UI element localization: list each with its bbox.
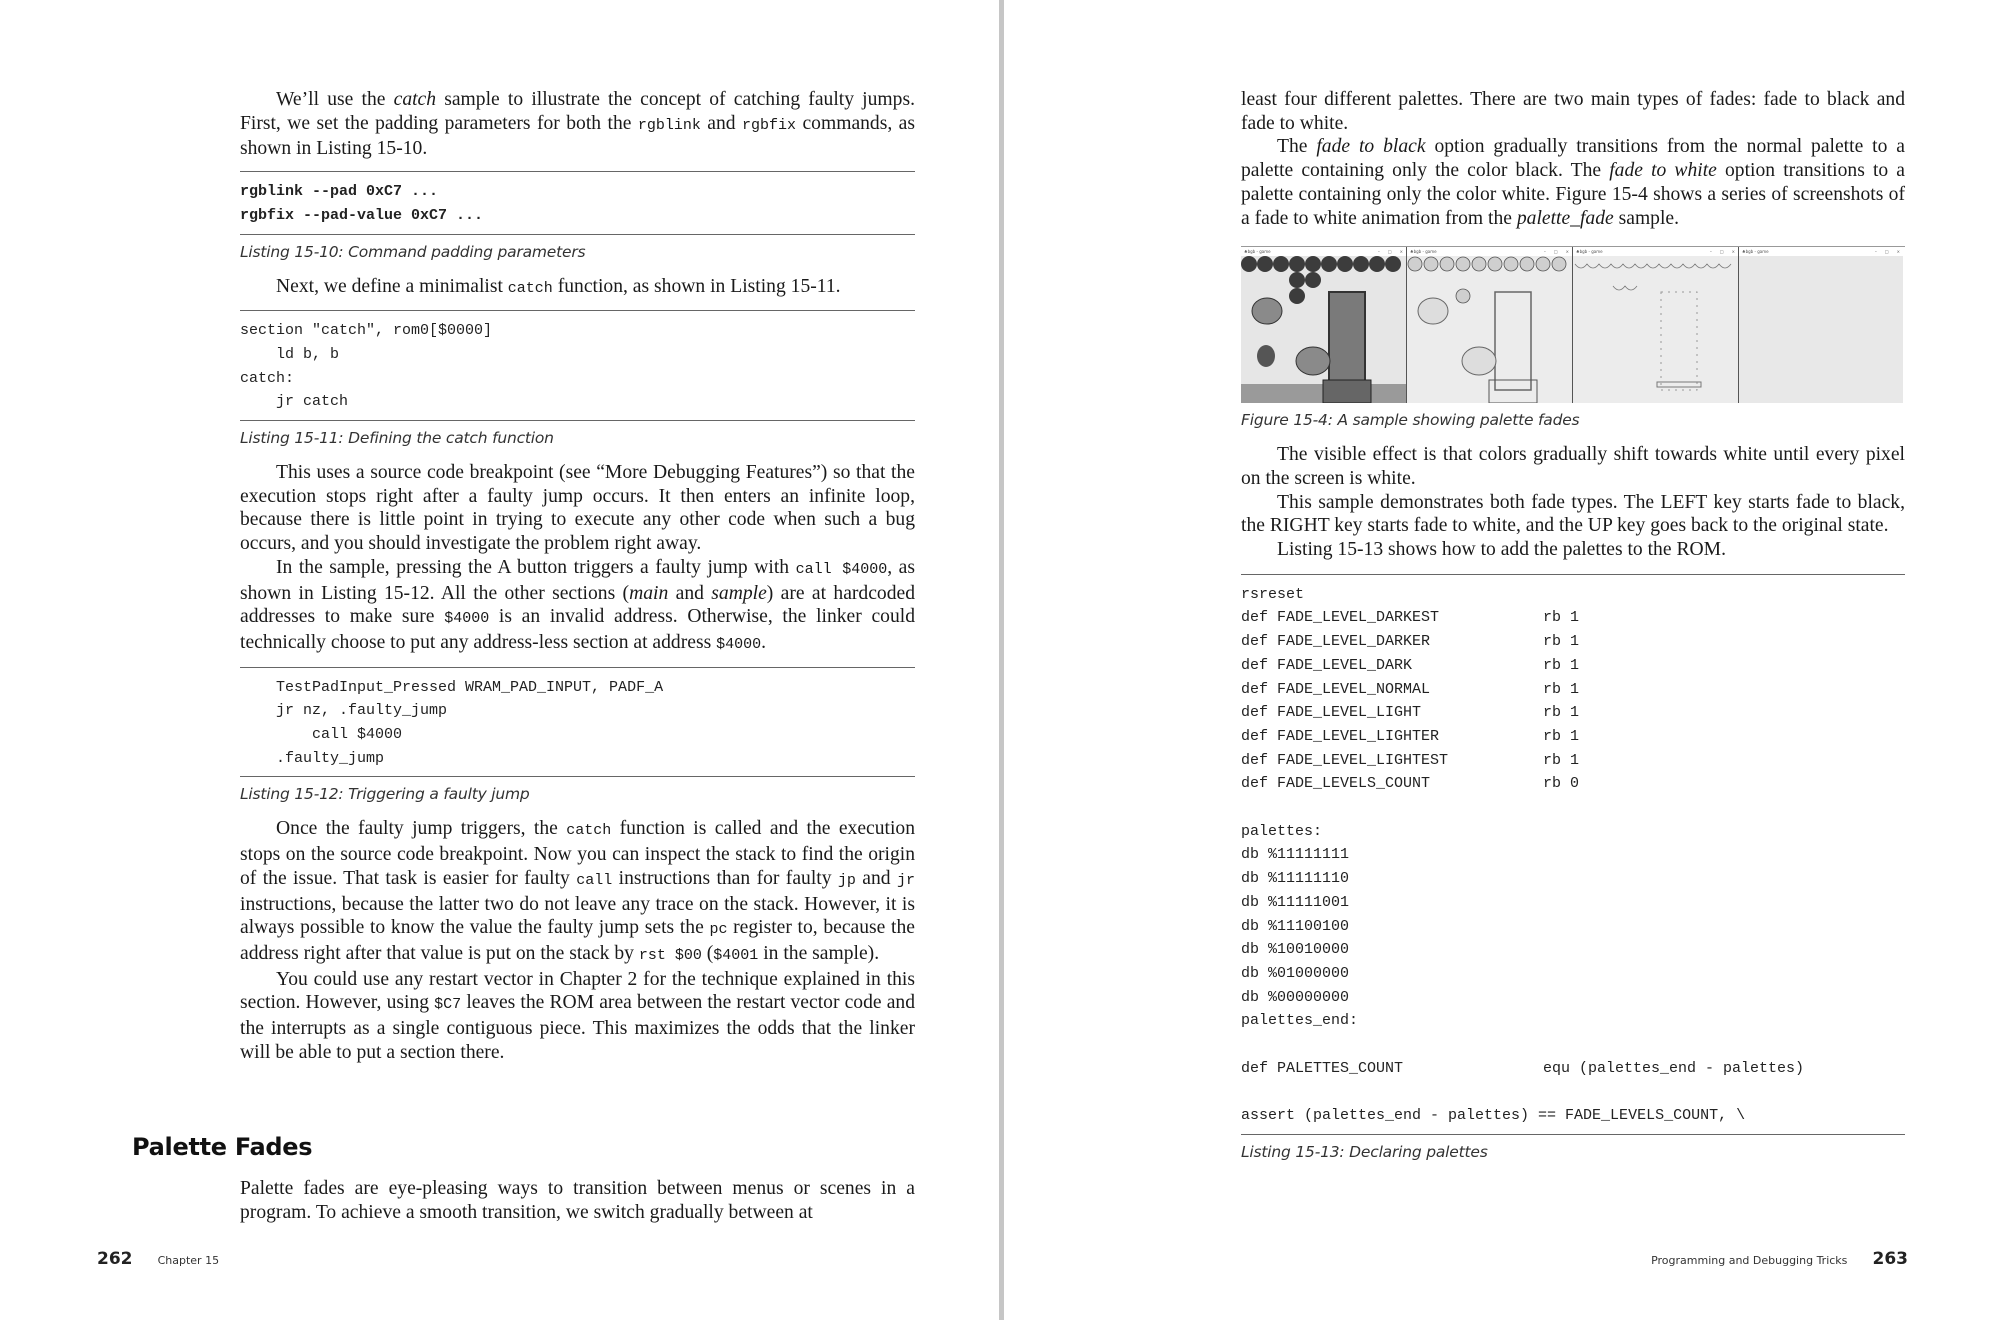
paragraph: We’ll use the catch sample to illustrate the concept of catching faulty jumps. First, we set the padding parameters for both the rgblink and rgbfix commands, as shown in Listing 15-10.	[240, 89, 916, 160]
paragraph: least four different palettes. There are two main types of fades: fade to black and fade to white.	[1241, 89, 1905, 134]
code-line: palettes:	[1241, 822, 1323, 840]
code-def-row: def FADE_LEVEL_NORMAL rb 1	[1241, 680, 1580, 698]
screenshot-frame-light	[1407, 247, 1573, 403]
window-titlebar: ♣ bgb - game – □ ×	[1241, 247, 1406, 256]
maximize-icon: □	[1387, 249, 1392, 255]
paragraph: Once the faulty jump triggers, the catch function is called and the execution stops on the source code breakpoint. Now you can inspect the stack to find the origin of the issue. That task is easier for faulty call instructions than for faulty jp and jr instructions, because the latter two do not leave any trace on the stack. However, it is always possible to know the value the faulty jump sets the pc register to, because the address right after that value is put on the stack by rst $00 ($4001 in the sample).	[240, 818, 915, 964]
close-icon: ×	[1565, 249, 1569, 255]
window-titlebar: ♣ bgb - game – □ ×	[1573, 247, 1738, 256]
code-line: section "catch", rom0[$0000]	[240, 322, 493, 340]
window-titlebar: ♣ bgb - game – □ ×	[1739, 247, 1903, 256]
code-line: db %11111001	[1241, 893, 1350, 911]
maximize-icon: □	[1553, 249, 1558, 255]
running-head: Programming and Debugging Tricks	[1651, 1254, 1848, 1267]
right-footer	[1651, 1249, 1908, 1269]
paragraph: In the sample, pressing the A button triggers a faulty jump with call $4000, as shown in Listing 15-12. All the other sections (main and sample) are at hardcoded addresses to make sure $4000 is an invalid address. Otherwise, the linker could technically choose to put any address-less section at address $4000.	[240, 556, 915, 653]
code-line: assert (palettes_end - palettes) == FADE_LEVELS_COUNT, \	[1241, 1107, 1746, 1125]
screenshot-frame-normal	[1241, 247, 1407, 403]
game-scene-image	[1241, 256, 1406, 403]
listing-15-13	[1241, 574, 1905, 1135]
app-icon: ♣	[1410, 249, 1414, 255]
paragraph: You could use any restart vector in Chapter 2 for the technique explained in this section. However, using $C7 leaves the ROM area between the restart vector code and the interrupts as a single contiguous piece. This maximizes the odds that the linker will be able to put a section there.	[240, 968, 915, 1063]
game-scene-image	[1407, 256, 1572, 403]
app-icon: ♣	[1742, 249, 1746, 255]
maximize-icon: □	[1719, 249, 1724, 255]
figure-palette-fades	[1241, 246, 1905, 403]
screenshot-frame-lighter	[1573, 247, 1739, 403]
code-blank	[1241, 1033, 1905, 1057]
paragraph: Palette fades are eye-pleasing ways to transition between menus or scenes in a program. To achieve a smooth transition, we switch gradually between at	[240, 1178, 915, 1223]
code-blank	[1241, 1081, 1905, 1105]
code-def-row: def FADE_LEVEL_DARKEST rb 1	[1241, 609, 1580, 627]
code-line: rgbfix --pad-value 0xC7 ...	[240, 206, 484, 224]
code-def-row: def FADE_LEVELS_COUNT rb 0	[1241, 775, 1580, 793]
code-line: rsreset	[1241, 585, 1305, 603]
page-number: 262	[97, 1249, 133, 1269]
left-footer	[97, 1249, 219, 1269]
game-scene-image	[1739, 256, 1903, 403]
code-line: palettes_end:	[1241, 1012, 1359, 1030]
screenshot-frame-white	[1739, 247, 1903, 403]
listing-caption: Listing 15-13: Declaring palettes	[1241, 1142, 1488, 1161]
code-line: db %11111110	[1241, 870, 1350, 888]
code-def-row: def PALETTES_COUNT equ (palettes_end - palettes)	[1241, 1059, 1805, 1077]
maximize-icon: □	[1884, 249, 1889, 255]
chapter-label: Chapter 15	[157, 1254, 220, 1267]
code-def-row: def FADE_LEVEL_DARK rb 1	[1241, 656, 1580, 674]
code-line: db %11111111	[1241, 846, 1350, 864]
code-line: db %11100100	[1241, 917, 1350, 935]
listing-15-10	[240, 171, 915, 234]
code-def-row: def FADE_LEVEL_LIGHTER rb 1	[1241, 727, 1580, 745]
section-heading: Palette Fades	[132, 1133, 313, 1161]
code-def-row: def FADE_LEVEL_LIGHTEST rb 1	[1241, 751, 1580, 769]
window-titlebar: ♣ bgb - game – □ ×	[1407, 247, 1572, 256]
minimize-icon: –	[1874, 249, 1877, 255]
code-line: rgblink --pad 0xC7 ...	[240, 183, 439, 201]
code-line: TestPadInput_Pressed WRAM_PAD_INPUT, PADF_A	[240, 678, 664, 696]
left-body	[240, 88, 915, 1065]
code-line: jr nz, .faulty_jump	[240, 702, 448, 720]
code-line: catch:	[240, 369, 295, 387]
figure-caption: Figure 15-4: A sample showing palette fades	[1241, 411, 1580, 430]
code-blank	[1241, 796, 1905, 820]
code-line: db %10010000	[1241, 941, 1350, 959]
paragraph: Listing 15-13 shows how to add the palettes to the ROM.	[1277, 539, 1726, 561]
app-icon: ♣	[1244, 249, 1248, 255]
listing-caption: Listing 15-11: Defining the catch function	[240, 429, 554, 448]
paragraph: The visible effect is that colors gradually shift towards white until every pixel on the screen is white.	[1241, 444, 1905, 489]
code-def-row: def FADE_LEVEL_DARKER rb 1	[1241, 633, 1580, 651]
minimize-icon: –	[1709, 249, 1712, 255]
listing-caption: Listing 15-12: Triggering a faulty jump	[240, 785, 530, 804]
paragraph: This uses a source code breakpoint (see “More Debugging Features”) so that the execution stops right after a faulty jump occurs. It then enters an infinite loop, because there is little point in trying to execute any other code when such a bug occurs, and you should investigate the problem right away.	[240, 462, 915, 555]
app-icon: ♣	[1576, 249, 1580, 255]
right-page	[1004, 0, 2000, 1320]
minimize-icon: –	[1377, 249, 1380, 255]
code-line: call $4000	[240, 726, 403, 744]
game-scene-image	[1573, 256, 1738, 403]
close-icon: ×	[1731, 249, 1735, 255]
listing-caption: Listing 15-10: Command padding parameters	[240, 242, 586, 261]
listing-15-11	[240, 310, 915, 421]
code-line: db %00000000	[1241, 988, 1350, 1006]
code-line: ld b, b	[240, 345, 340, 363]
minimize-icon: –	[1543, 249, 1546, 255]
close-icon: ×	[1399, 249, 1403, 255]
paragraph: The fade to black option gradually transitions from the normal palette to a palette containing only the color black. The fade to white option transitions to a palette containing only the color white. Figure 15-4 shows a series of screenshots of a fade to white animation from the palette_fade sample.	[1241, 136, 1906, 229]
close-icon: ×	[1896, 249, 1900, 255]
code-line: db %01000000	[1241, 964, 1350, 982]
paragraph: Next, we define a minimalist catch function, as shown in Listing 15-11.	[276, 275, 841, 297]
page-number: 263	[1872, 1249, 1908, 1269]
right-body	[1241, 88, 1905, 1175]
code-line: .faulty_jump	[240, 749, 385, 767]
code-line: jr catch	[240, 393, 349, 411]
left-body-end	[240, 1177, 915, 1224]
code-def-row: def FADE_LEVEL_LIGHT rb 1	[1241, 704, 1580, 722]
listing-15-12	[240, 667, 915, 778]
paragraph: This sample demonstrates both fade types. The LEFT key starts fade to black, the RIGHT key starts fade to white, and the UP key goes back to the original state.	[1241, 491, 1905, 537]
